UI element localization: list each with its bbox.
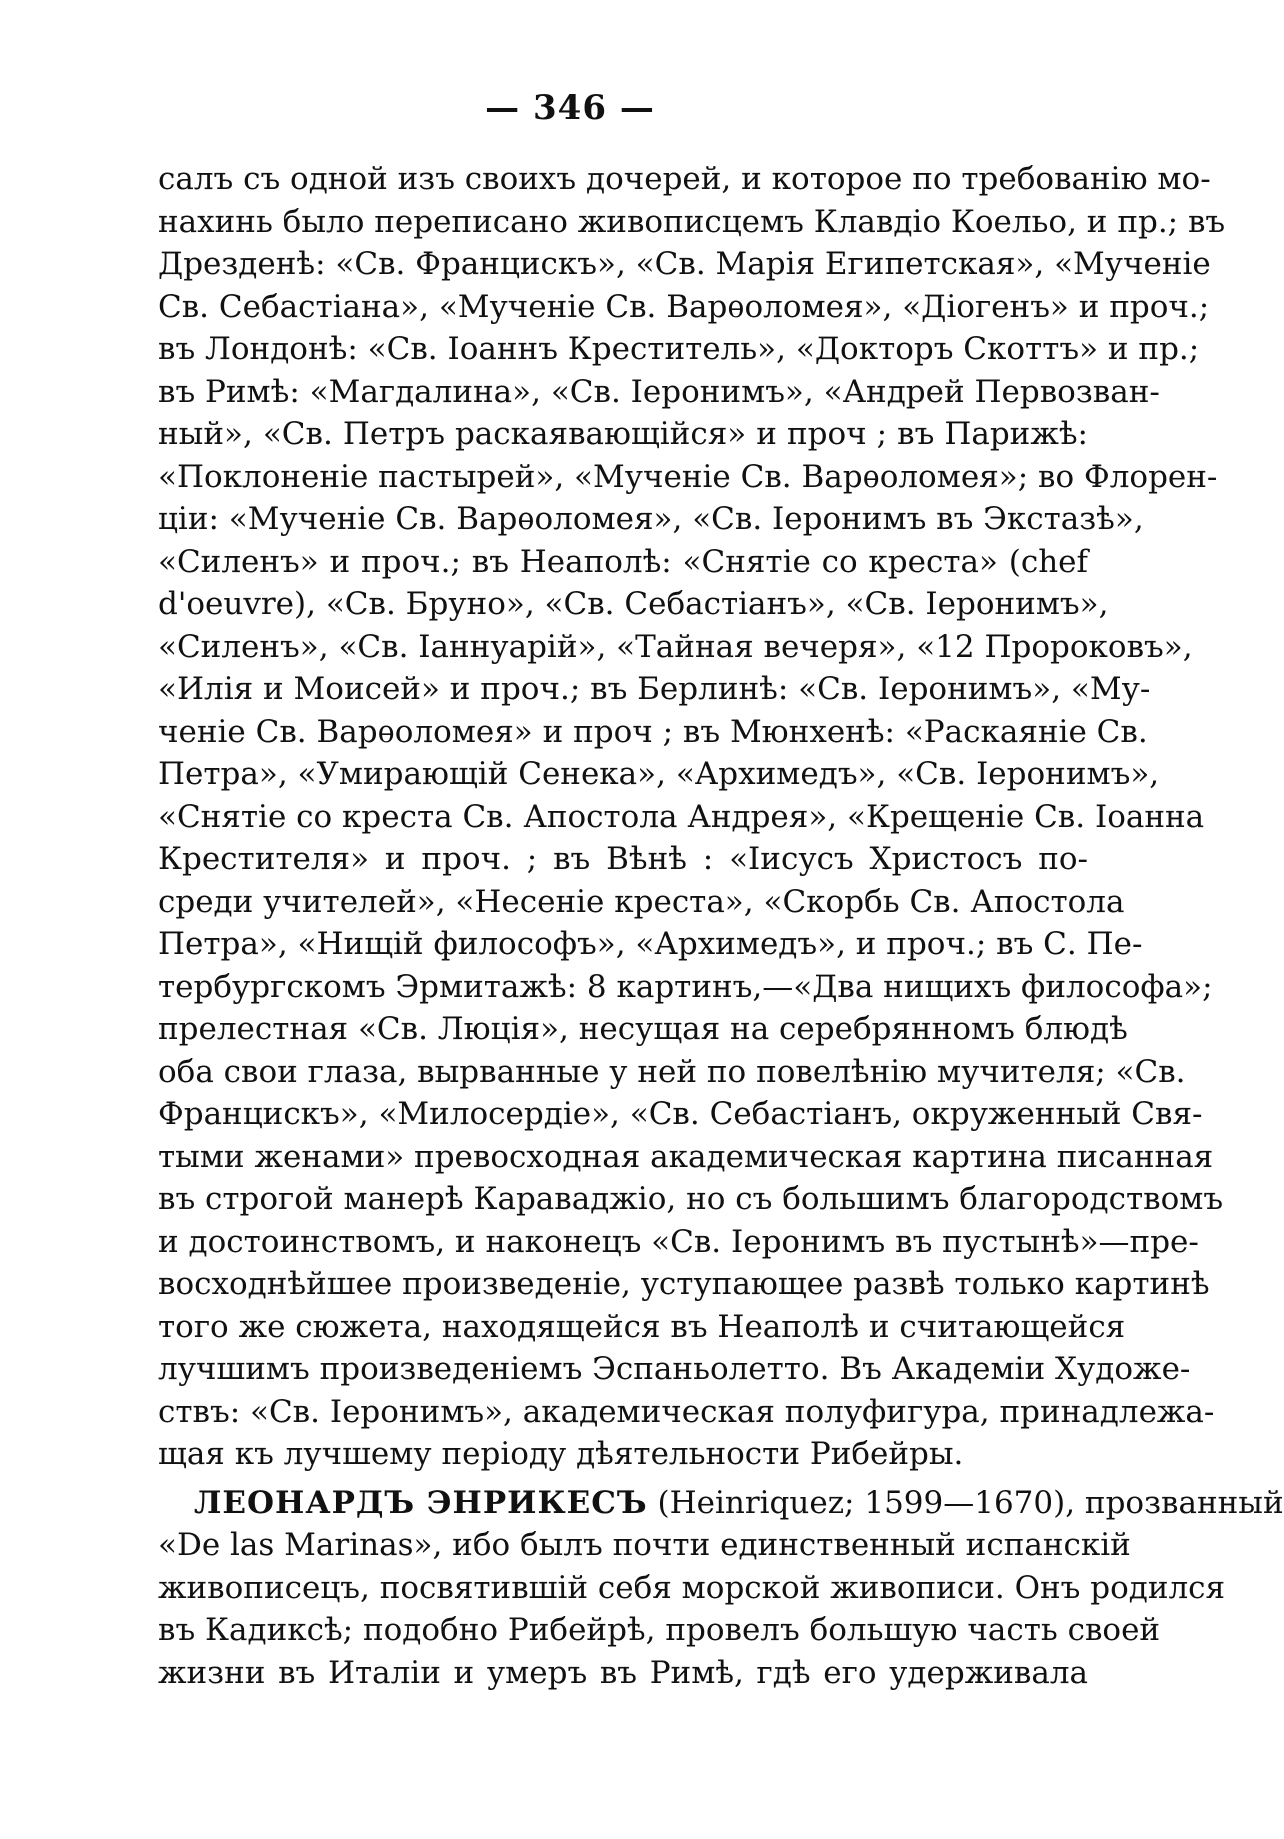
text-line: «Силенъ», «Св. Іаннуарій», «Тайная вечеря», «12 Пророковъ», [158,628,1193,665]
text-line: ченіе Св. Варѳоломея» и проч ; въ Мюнхенѣ: «Раскаяніе Св. [158,713,1148,750]
text-line: среди учителей», «Несеніе креста», «Скорбь Св. Апостола [158,883,1125,920]
text-line: Францискъ», «Милосердіе», «Св. Себастіанъ, окруженный Свя- [158,1096,1203,1132]
text-line: въ Лондонѣ: «Св. Іоаннъ Креститель», «Докторъ Скоттъ» и пр.; [158,331,1200,367]
text-line: Петра», «Умирающій Сенека», «Архимедъ», «Св. Іеронимъ», [158,756,1160,792]
text-line: прелестная «Св. Люція», несущая на серебрянномъ блюдѣ [158,1011,1128,1047]
artist-name: ЛЕОНАРДЪ ЭНРИКЕСЪ [194,1484,648,1521]
body-text [158,158,1284,1694]
text-line: тербургскомъ Эрмитажѣ: 8 картинъ,—«Два нищихъ философа»; [158,968,1213,1005]
text-line: ный», «Св. Петръ раскаявающійся» и проч ; въ Парижѣ: [158,416,1088,452]
text-line: Дрезденѣ: «Св. Францискъ», «Св. Марія Египетская», «Мученіе [158,246,1211,282]
text-line: салъ съ одной изъ своихъ дочерей, и которое по требованію мо- [158,161,1211,197]
text-line: и достоинствомъ, и наконецъ «Св. Іеронимъ въ пустынѣ»—пре- [158,1223,1199,1260]
text-line: нахинь было переписано живописцемъ Клавдіо Коельо, и пр.; въ [158,203,1226,240]
text-line: d'oeuvre), «Св. Бруно», «Св. Себастіанъ», «Св. Іеронимъ», [158,586,1109,622]
text-line: «Силенъ» и проч.; въ Неаполѣ: «Снятіе со креста» (chef [158,543,1088,580]
text-line: (Heinriquez; 1599—1670), прозванный [657,1484,1284,1521]
text-line: въ Кадиксѣ; подобно Рибейрѣ, провелъ большую часть своей [158,1612,1161,1648]
text-line: лучшимъ произведеніемъ Эспаньолетто. Въ Академіи Художе- [158,1351,1191,1387]
text-line: Св. Себастіана», «Мученіе Св. Варѳоломея», «Діогенъ» и проч.; [158,288,1210,325]
text-line: жизни въ Италіи и умеръ въ Римѣ, гдѣ его удерживала [158,1654,1088,1691]
text-line: щая къ лучшему періоду дѣятельности Рибейры. [158,1436,964,1472]
text-line: того же сюжета, находящейся въ Неаполѣ и считающейся [158,1308,1126,1345]
text-line: «De las Marinas», ибо былъ почти единственный испанскій [158,1527,1131,1563]
text-line: въ Римѣ: «Магдалина», «Св. Іеронимъ», «Андрей Первозван- [158,373,1160,410]
text-line: восходнѣйшее произведеніе, уступающее развѣ только картинѣ [158,1266,1210,1302]
text-line: ціи: «Мученіе Св. Варѳоломея», «Св. Іеронимъ въ Экстазѣ», [158,501,1144,537]
page-number: — 346 — [485,88,655,128]
text-line: оба свои глаза, вырванные у ней по повелѣнію мучителя; «Св. [158,1053,1186,1090]
text-line: живописецъ, посвятившій себя морской живописи. Онъ родился [158,1569,1226,1606]
paragraph-opening-line [158,1482,1284,1525]
text-line: тыми женами» превосходная академическая картина писанная [158,1138,1214,1175]
text-line: «Снятіе со креста Св. Апостола Андрея», «Крещеніе Св. Іоанна [158,798,1205,835]
text-line: ствъ: «Св. Іеронимъ», академическая полуфигура, принадлежа- [158,1393,1215,1430]
text-line: Крестителя» и проч. ; въ Вѣнѣ : «Іисусъ Христосъ по- [158,841,1088,877]
text-line: Петра», «Нищій философъ», «Архимедъ», и проч.; въ С. Пе- [158,926,1143,962]
text-line: «Илія и Моисей» и проч.; въ Берлинѣ: «Св. Іеронимъ», «Му- [158,671,1151,707]
text-line: въ строгой манерѣ Караваджіо, но съ большимъ благородствомъ [158,1181,1224,1217]
text-line: «Поклоненіе пастырей», «Мученіе Св. Варѳоломея»; во Флорен- [158,458,1218,495]
